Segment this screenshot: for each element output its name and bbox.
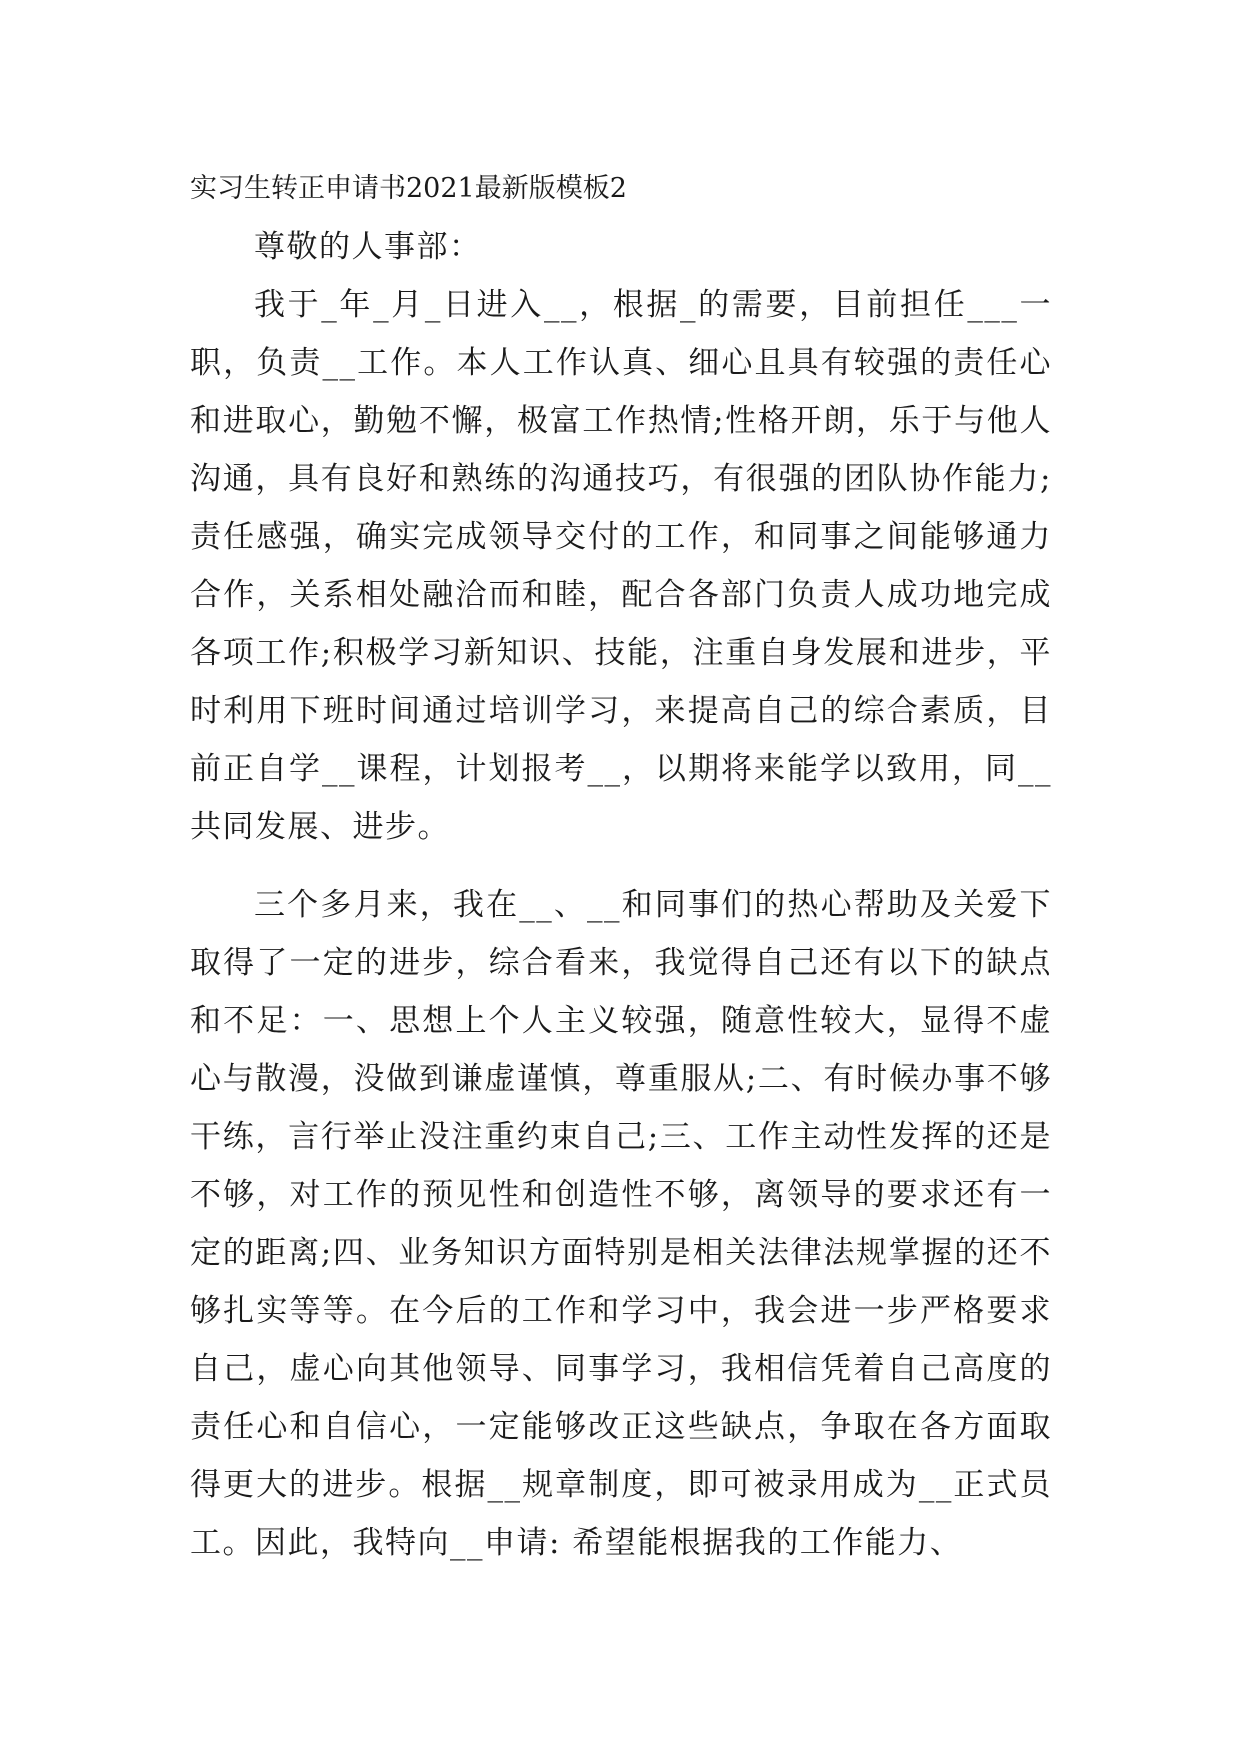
greeting: 尊敬的人事部： — [254, 229, 482, 265]
document-body — [190, 160, 1052, 1572]
document-title: 实习生转正申请书2021最新版模板2 — [190, 173, 627, 204]
paragraph-2: 三个多月来，我在__、__和同事们的热心帮助及关爱下取得了一定的进步，综合看来，我觉得自己还有以下的缺点和不足：一、思想上个人主义较强，随意性较大，显得不虚心与散漫，没做到谦虚谨慎，尊重服从;二、有时候办事不够干练，言行举止没注重约束自己;三、工作主动性发挥的还是不够，对工作的预见性和创造性不够，离领导的要求还有一定的距离;四、业务知识方面特别是相关法律法规掌握的还不够扎实等等。在今后的工作和学习中，我会进一步严格要求自己，虚心向其他领导、同事学习，我相信凭着自己高度的责任心和自信心，一定能够改正这些缺点，争取在各方面取得更大的进步。根据__规章制度，即可被录用成为__正式员工。因此，我特向__申请: 希望能根据我的工作能力、 — [190, 887, 1052, 1561]
paragraph-gap — [190, 856, 1052, 876]
paragraph-1: 我于_年_月_日进入__，根据_的需要，目前担任___一职，负责__工作。本人工作认真、细心且具有较强的责任心和进取心，勤勉不懈，极富工作热情;性格开朗，乐于与他人沟通，具有良好和熟练的沟通技巧，有很强的团队协作能力;责任感强，确实完成领导交付的工作，和同事之间能够通力合作，关系相处融洽而和睦，配合各部门负责人成功地完成各项工作;积极学习新知识、技能，注重自身发展和进步，平时利用下班时间通过培训学习，来提高自己的综合素质，目前正自学__课程，计划报考__，以期将来能学以致用，同__共同发展、进步。 — [190, 287, 1052, 845]
